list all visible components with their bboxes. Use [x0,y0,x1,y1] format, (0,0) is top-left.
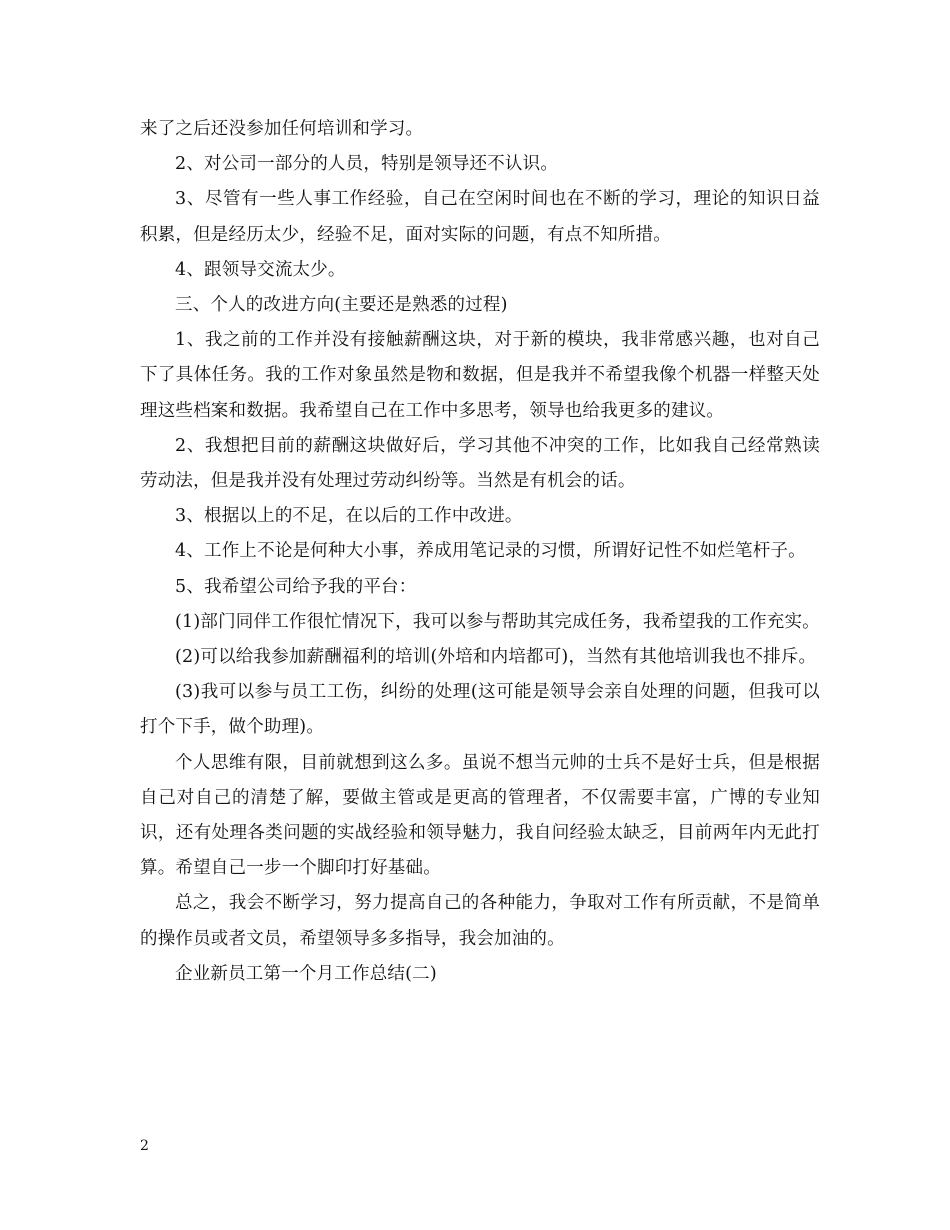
section-heading-part-two: 企业新员工第一个月工作总结(二) [175,963,437,984]
paragraph-improvement-2: 2、我想把目前的薪酬这块做好后，学习其他不冲突的工作，比如我自己经常熟读劳动法，但是我并没有处理过劳动纠纷等。当然是有机会的话。 [140,435,820,492]
page-number: 2 [140,1138,149,1154]
paragraph-personal-thoughts: 个人思维有限，目前就想到这么多。虽说不想当元帅的士兵不是好士兵，但是根据自己对自己的清楚了解，要做主管或是更高的管理者，不仅需要丰富，广博的专业知识，还有处理各类问题的实战经验和领导魅力，我自问经验太缺乏，目前两年内无此打算。希望自己一步一个脚印打好基础。 [140,752,820,879]
paragraph-subitem-3: (3)我可以参与员工工伤，纠纷的处理(这可能是领导会亲自处理的问题，但我可以打个下手，做个助理)。 [140,682,820,738]
paragraph-improvement-5: 5、我希望公司给予我的平台： [175,576,417,597]
paragraph-improvement-3: 3、根据以上的不足，在以后的工作中改进。 [175,506,523,527]
paragraph-point-2: 2、对公司一部分的人员，特别是领导还不认识。 [175,154,559,175]
paragraph-point-4: 4、跟领导交流太少。 [175,259,346,280]
document-body [140,112,820,992]
paragraph-subitem-1: (1)部门同伴工作很忙情况下，我可以参与帮助其完成任务，我希望我的工作充实。 [175,611,820,632]
paragraph-continuation: 来了之后还没参加任何培训和学习。 [140,119,424,139]
paragraph-improvement-4: 4、工作上不论是何种大小事，养成用笔记录的习惯，所谓好记性不如烂笔杆子。 [175,541,806,562]
paragraph-point-3: 3、尽管有一些人事工作经验，自己在空闲时间也在不断的学习，理论的知识日益积累，但是经历太少，经验不足，面对实际的问题，有点不知所措。 [140,189,820,245]
paragraph-improvement-1: 1、我之前的工作并没有接触薪酬这块，对于新的模块，我非常感兴趣，也对自己下了具体任务。我的工作对象虽然是物和数据，但是我并不希望我像个机器一样整天处理这些档案和数据。我希望自己在工作中多思考，领导也给我更多的建议。 [140,330,820,421]
section-heading-improvement: 三、个人的改进方向(主要还是熟悉的过程) [175,295,508,316]
paragraph-subitem-2: (2)可以给我参加薪酬福利的培训(外培和内培都可)，当然有其他培训我也不排斥。 [175,647,817,668]
paragraph-conclusion: 总之，我会不断学习，努力提高自己的各种能力，争取对工作有所贡献，不是简单的操作员或者文员，希望领导多多指导，我会加油的。 [140,893,820,949]
